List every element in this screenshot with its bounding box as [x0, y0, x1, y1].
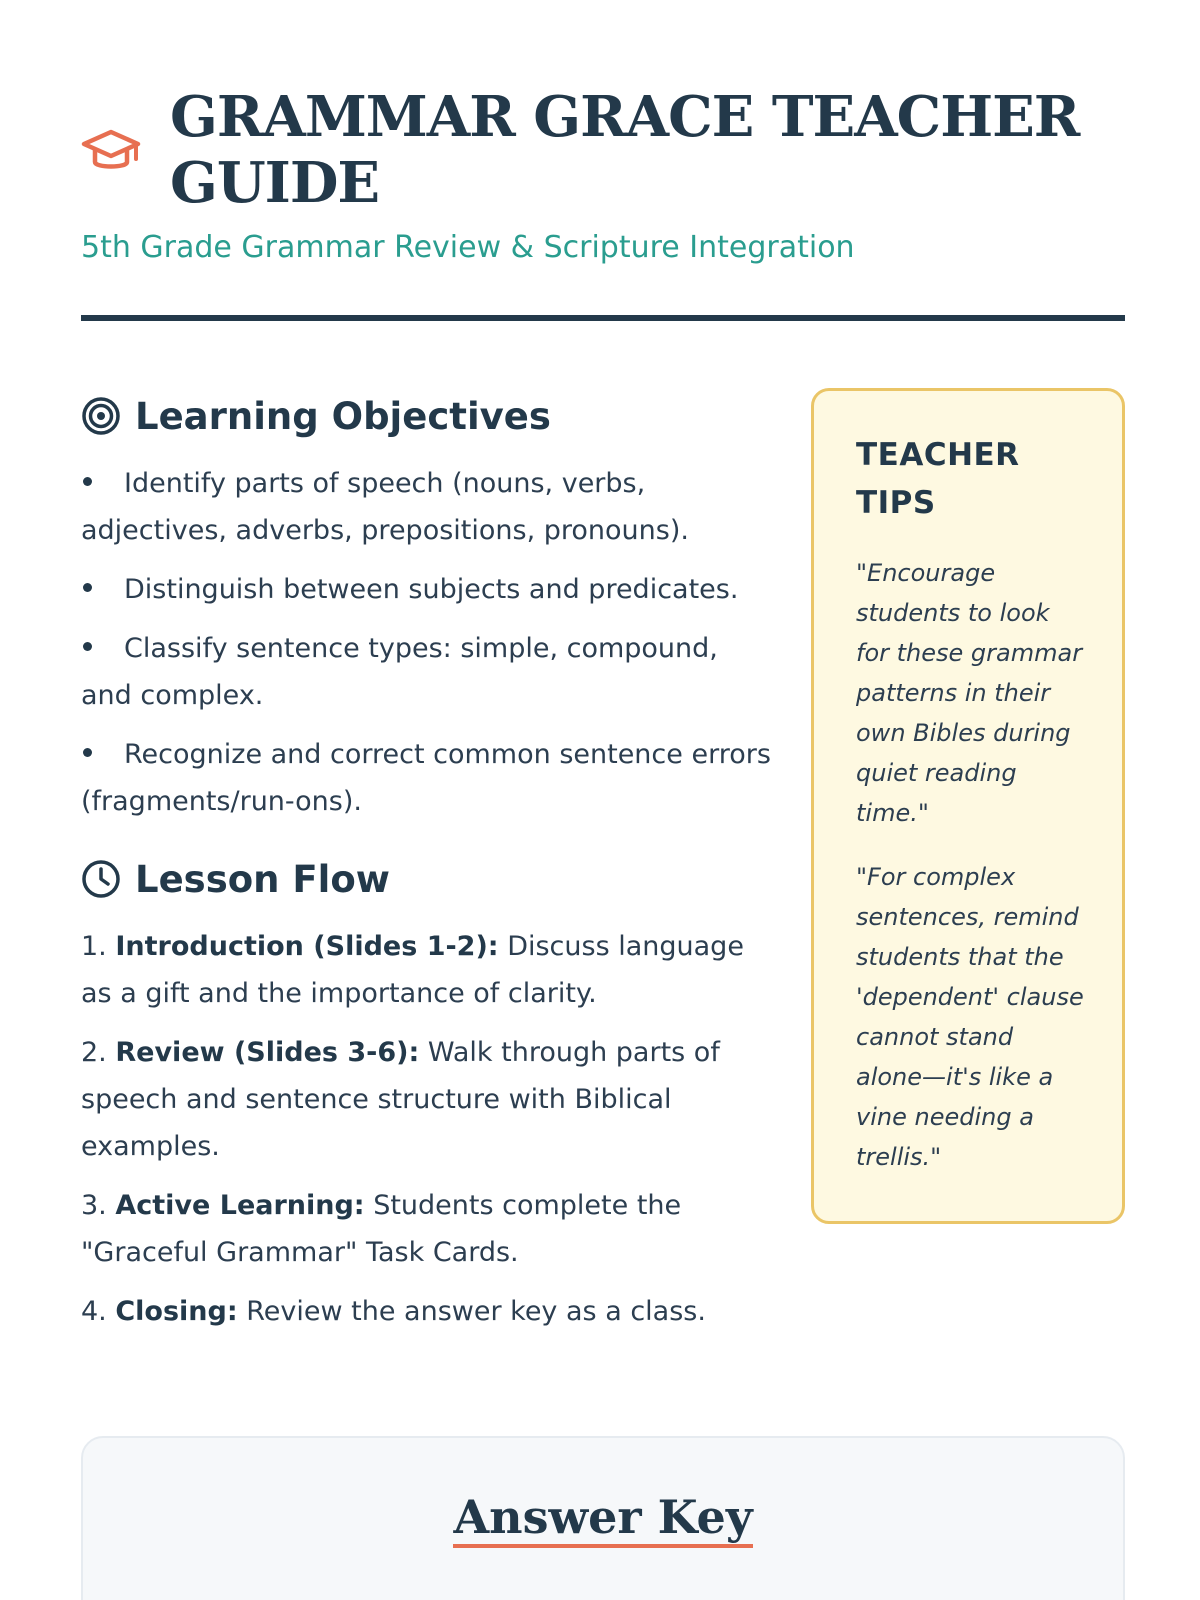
- step-label: Active Learning:: [115, 1190, 365, 1221]
- lesson-flow-title: Lesson Flow: [135, 857, 390, 901]
- page-title: GRAMMAR GRACE TEACHER GUIDE: [170, 84, 1080, 216]
- objective-text: Distinguish between subjects and predicates.: [124, 574, 739, 605]
- answer-key-title: [83, 1490, 1123, 1548]
- lesson-flow-section: [81, 851, 771, 1335]
- step-text: Review the answer key as a class.: [237, 1296, 706, 1327]
- step-number: 1.: [81, 931, 107, 962]
- step-text: Walk through parts of speech and sentence structure with Biblical examples.: [81, 1037, 720, 1162]
- list-item: [81, 923, 771, 1017]
- step-text: Students complete the "Graceful Grammar" Task Cards.: [81, 1190, 682, 1268]
- objectives-list: [81, 460, 771, 825]
- main-column: [81, 388, 771, 1347]
- clock-icon: [81, 859, 121, 899]
- teacher-tip: "Encourage students to look for these grammar patterns in their own Bibles during quiet reading time.": [856, 559, 1083, 827]
- objective-text: Identify parts of speech (nouns, verbs, adjectives, adverbs, prepositions, pronouns).: [81, 468, 689, 546]
- step-label: Review (Slides 3-6):: [115, 1037, 420, 1068]
- list-item: [81, 1288, 771, 1335]
- page-subtitle: 5th Grade Grammar Review & Scripture Integration: [81, 230, 855, 265]
- list-item: [81, 566, 771, 613]
- list-item: [81, 731, 771, 825]
- list-item: [81, 625, 771, 719]
- answer-key-title-text: Answer Key: [453, 1490, 752, 1548]
- objective-text: Recognize and correct common sentence errors (fragments/run-ons).: [81, 739, 771, 817]
- objectives-title: Learning Objectives: [135, 394, 551, 438]
- teacher-tip: "For complex sentences, remind students that the 'dependent' clause cannot stand alone—it's like a vine needing a trellis.": [856, 863, 1084, 1171]
- step-number: 4.: [81, 1296, 107, 1327]
- step-text: Discuss language as a gift and the importance of clarity.: [81, 931, 744, 1009]
- header-divider: [81, 315, 1125, 321]
- answer-key-panel: [81, 1436, 1125, 1600]
- target-icon: [81, 396, 121, 436]
- lesson-flow-heading: [81, 851, 771, 907]
- step-label: Introduction (Slides 1-2):: [115, 931, 499, 962]
- objective-text: Classify sentence types: simple, compound, and complex.: [81, 633, 718, 711]
- list-item: [81, 1029, 771, 1170]
- objectives-section: [81, 388, 771, 825]
- objectives-heading: [81, 388, 771, 444]
- graduation-cap-icon: [81, 126, 141, 176]
- bullet-icon: [83, 477, 92, 486]
- step-label: Closing:: [115, 1296, 238, 1327]
- teacher-tips-title: TEACHER TIPS: [856, 437, 1020, 521]
- list-item: [81, 1182, 771, 1276]
- bullet-icon: [83, 583, 92, 592]
- step-number: 3.: [81, 1190, 107, 1221]
- step-number: 2.: [81, 1037, 107, 1068]
- bullet-icon: [83, 748, 92, 757]
- teacher-tips-box: [811, 388, 1125, 1224]
- list-item: [81, 460, 771, 554]
- bullet-icon: [83, 642, 92, 651]
- lesson-flow-list: [81, 923, 771, 1335]
